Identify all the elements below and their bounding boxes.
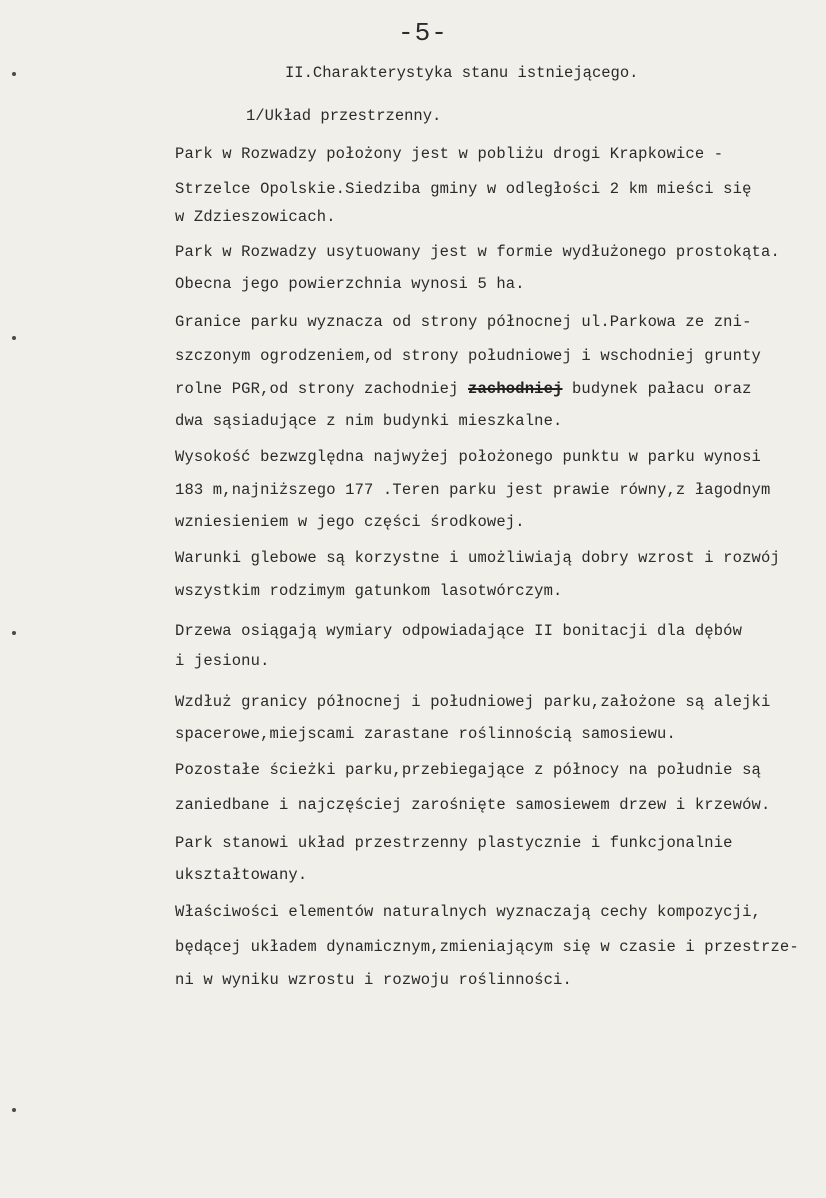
text-line: szczonym ogrodzeniem,od strony południowej i wschodniej grunty (175, 347, 761, 365)
text-line: i jesionu. (175, 652, 270, 670)
text-line: ukształtowany. (175, 866, 308, 884)
text-line: Wzdłuż granicy północnej i południowej parku,założone są alejki (175, 693, 771, 711)
subsection-title: 1/Układ przestrzenny. (246, 107, 442, 125)
text-line: dwa sąsiadujące z nim budynki mieszkalne. (175, 412, 563, 430)
text-line: Park w Rozwadzy położony jest w pobliżu drogi Krapkowice - (175, 145, 724, 163)
page-number: -5- (398, 18, 448, 48)
binder-hole-mark (12, 336, 16, 340)
text-line: 183 m,najniższego 177 .Teren parku jest prawie równy,z łagodnym (175, 481, 771, 499)
text-line: w Zdzieszowicach. (175, 208, 336, 226)
text-line: zaniedbane i najczęściej zarośnięte samosiewem drzew i krzewów. (175, 796, 771, 814)
text-line: Pozostałe ścieżki parku,przebiegające z północy na południe są (175, 761, 761, 779)
text-line: Drzewa osiągają wymiary odpowiadające II bonitacji dla dębów (175, 622, 743, 640)
text-segment: rolne PGR,od strony zachodniej (175, 380, 468, 398)
text-line: Właściwości elementów naturalnych wyznaczają cechy kompozycji, (175, 903, 761, 921)
text-line: Park stanowi układ przestrzenny plastycznie i funkcjonalnie (175, 834, 733, 852)
section-title: II.Charakterystyka stanu istniejącego. (285, 64, 639, 82)
text-line-with-correction (175, 380, 752, 398)
text-line: Park w Rozwadzy usytuowany jest w formie wydłużonego prostokąta. (175, 243, 780, 261)
binder-hole-mark (12, 631, 16, 635)
struck-through-word: zachodniej (468, 380, 563, 398)
text-line: Obecna jego powierzchnia wynosi 5 ha. (175, 275, 525, 293)
text-line: ni w wyniku wzrostu i rozwoju roślinności. (175, 971, 572, 989)
text-line: Wysokość bezwzględna najwyżej położonego punktu w parku wynosi (175, 448, 761, 466)
binder-hole-mark (12, 1108, 16, 1112)
binder-hole-mark (12, 72, 16, 76)
text-line: Granice parku wyznacza od strony północnej ul.Parkowa ze zni- (175, 313, 752, 331)
text-line: Strzelce Opolskie.Siedziba gminy w odległości 2 km mieści się (175, 180, 752, 198)
text-line: wszystkim rodzimym gatunkom lasotwórczym. (175, 582, 563, 600)
text-line: będącej układem dynamicznym,zmieniającym się w czasie i przestrze- (175, 938, 799, 956)
text-line: spacerowe,miejscami zarastane roślinnością samosiewu. (175, 725, 676, 743)
text-line: wzniesieniem w jego części środkowej. (175, 513, 525, 531)
text-segment: budynek pałacu oraz (562, 380, 752, 398)
text-line: Warunki glebowe są korzystne i umożliwiają dobry wzrost i rozwój (175, 549, 780, 567)
